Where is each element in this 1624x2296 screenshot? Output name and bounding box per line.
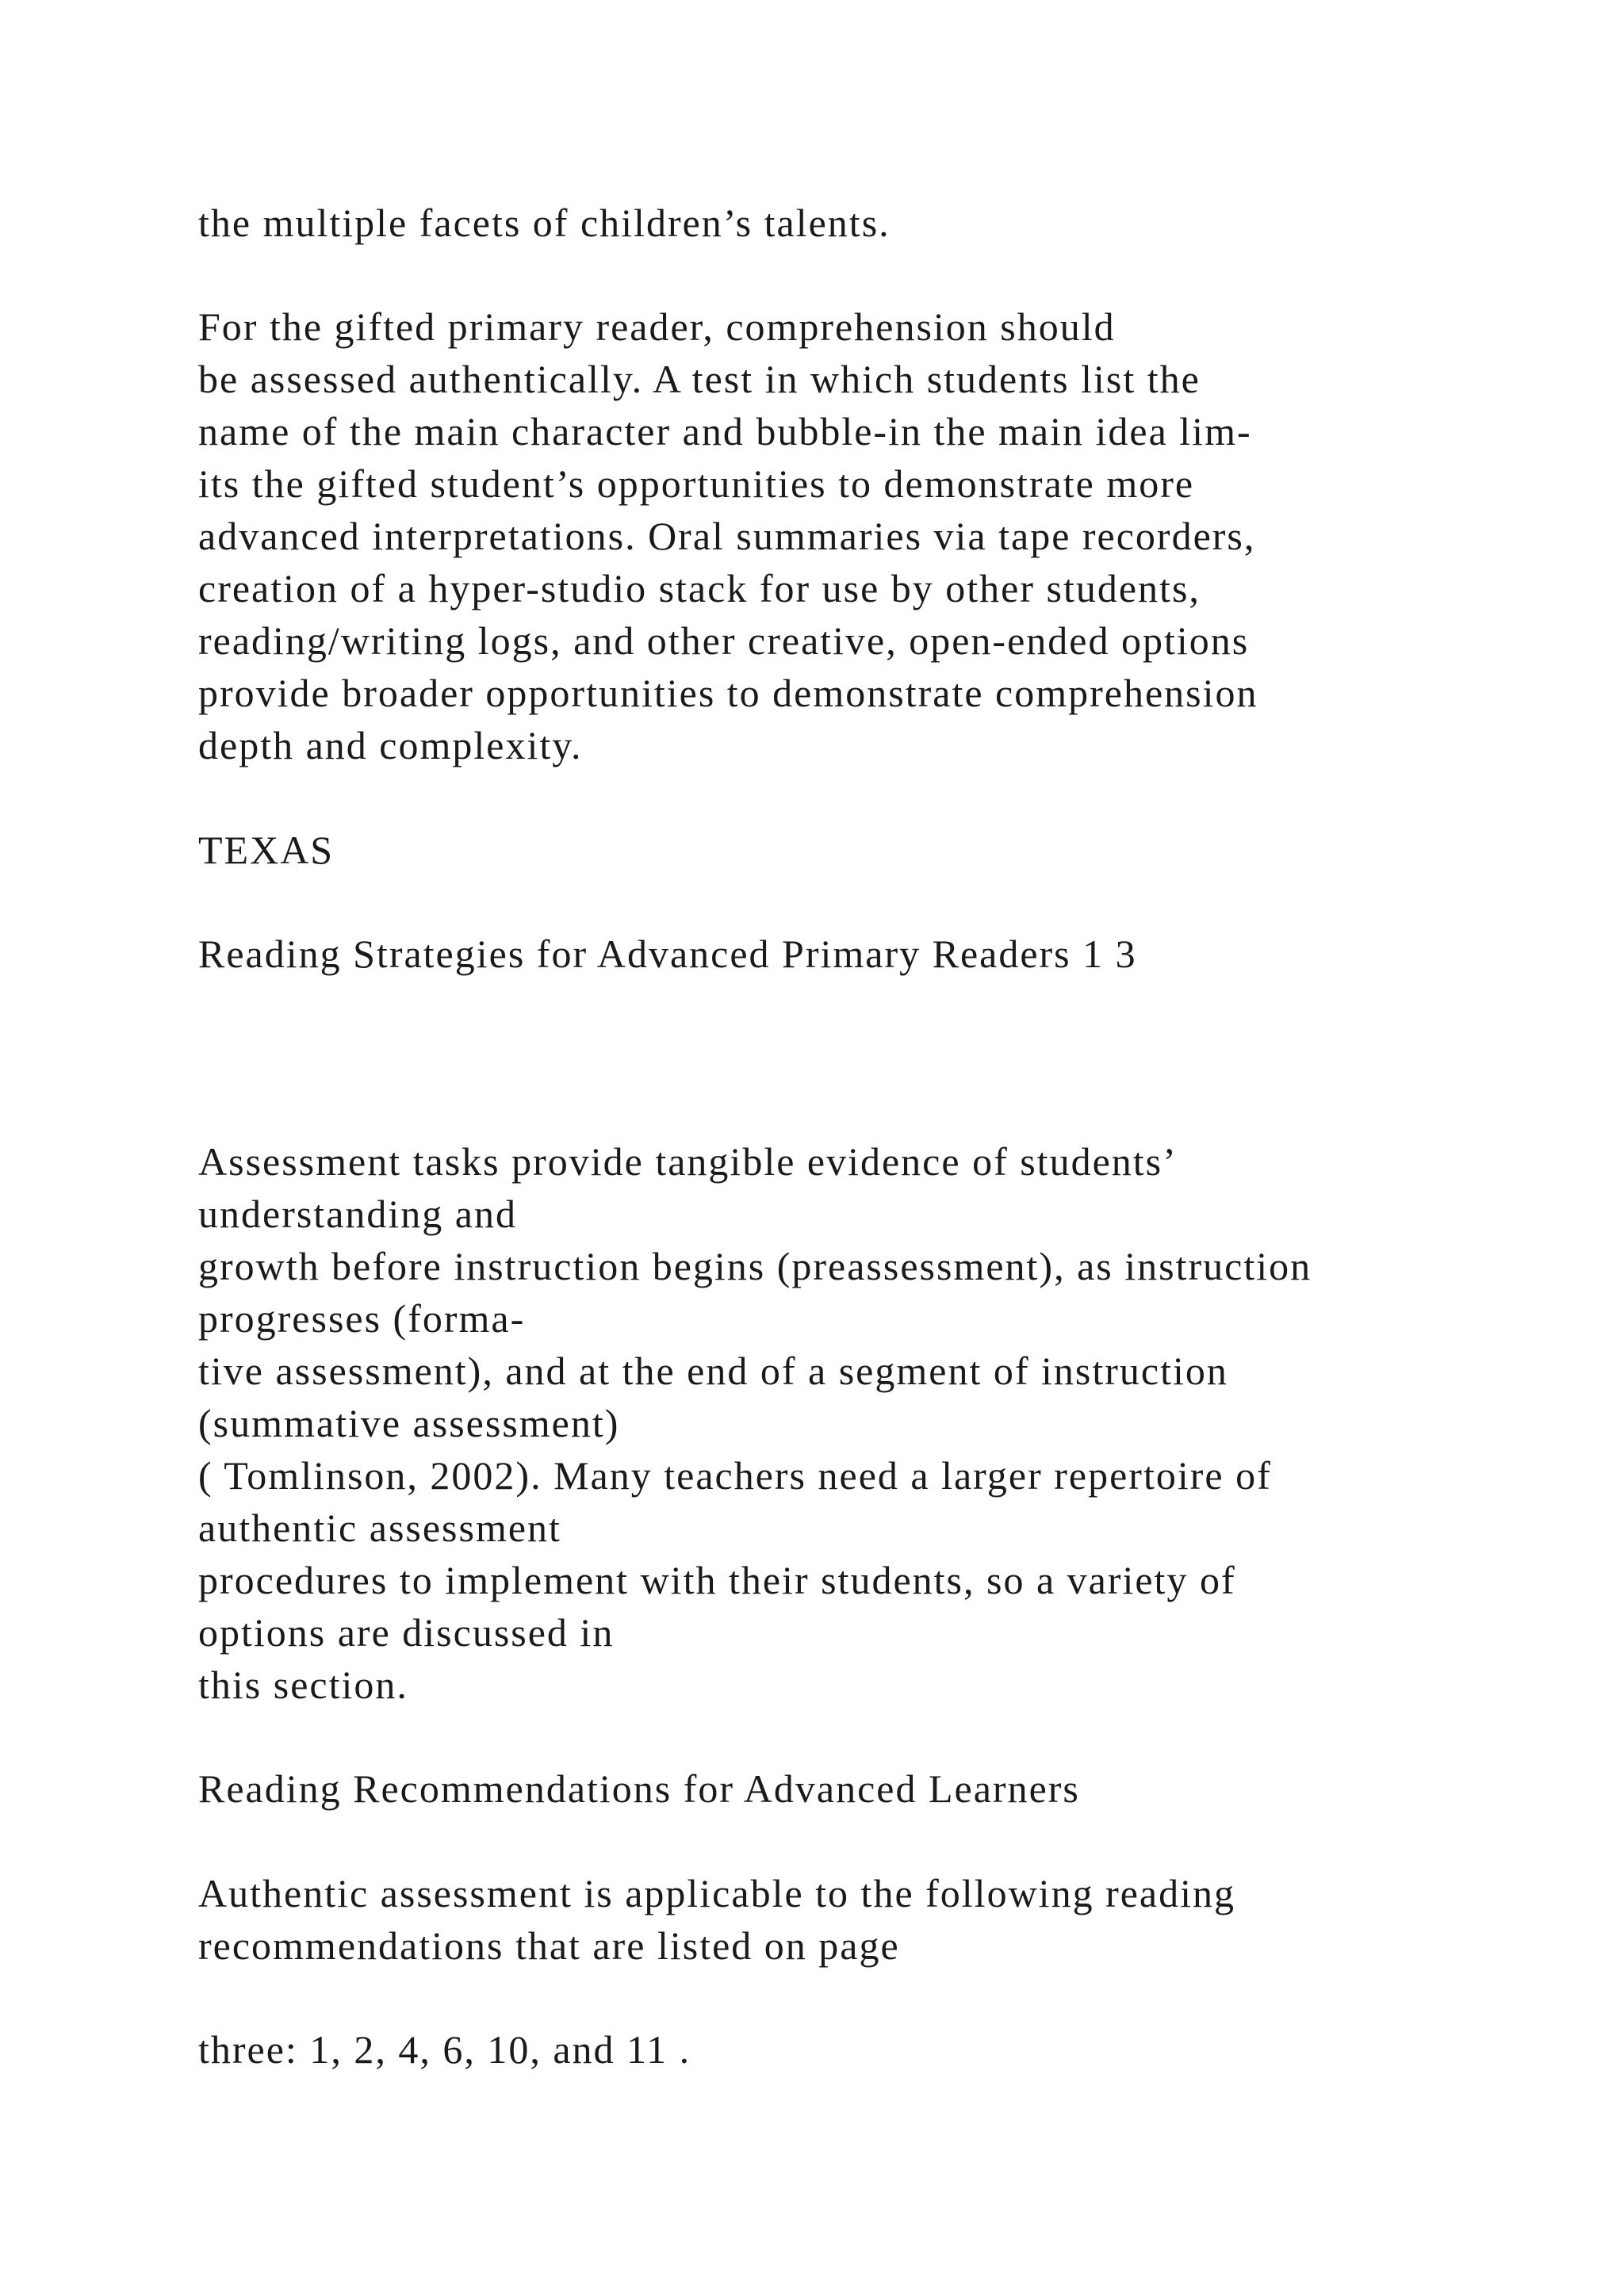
text-line: options are discussed in bbox=[198, 1610, 615, 1655]
text-line: three: 1, 2, 4, 6, 10, and 11 . bbox=[198, 2027, 691, 2072]
text-line: advanced interpretations. Oral summaries via tape recorders, bbox=[198, 514, 1256, 558]
text-line: be assessed authentically. A test in which students list the bbox=[198, 357, 1201, 401]
text-line: reading/writing logs, and other creative, open-ended options bbox=[198, 618, 1250, 663]
text-line: (summative assessment) bbox=[198, 1401, 620, 1445]
text-line: its the gifted student’s opportunities to demonstrate more bbox=[198, 461, 1195, 506]
text-line: Assessment tasks provide tangible evidence of students’ bbox=[198, 1139, 1178, 1184]
text-line: growth before instruction begins (preassessment), as instruction bbox=[198, 1244, 1312, 1288]
section-heading: Reading Recommendations for Advanced Learners bbox=[198, 1766, 1080, 1811]
text-line: ( Tomlinson, 2002). Many teachers need a larger repertoire of bbox=[198, 1453, 1272, 1498]
text-line: name of the main character and bubble-in the main idea lim- bbox=[198, 409, 1252, 453]
text-line: progresses (forma- bbox=[198, 1296, 526, 1341]
text-line: understanding and bbox=[198, 1192, 517, 1236]
section-label: TEXAS bbox=[198, 828, 335, 872]
text-line: authentic assessment bbox=[198, 1506, 561, 1550]
text-line: For the gifted primary reader, comprehension should bbox=[198, 304, 1116, 349]
text-line: recommendations that are listed on page bbox=[198, 1923, 900, 1968]
text-line: the multiple facets of children’s talents. bbox=[198, 201, 891, 245]
text-line: this section. bbox=[198, 1663, 408, 1707]
text-line: provide broader opportunities to demonstrate comprehension bbox=[198, 671, 1258, 715]
text-line: creation of a hyper-studio stack for use by other students, bbox=[198, 566, 1201, 610]
text-line: tive assessment), and at the end of a segment of instruction bbox=[198, 1349, 1228, 1393]
text-line: procedures to implement with their students, so a variety of bbox=[198, 1558, 1236, 1602]
text-line: depth and complexity. bbox=[198, 723, 583, 767]
running-header: Reading Strategies for Advanced Primary Readers 1 3 bbox=[198, 932, 1137, 976]
text-line: Authentic assessment is applicable to the following reading bbox=[198, 1871, 1235, 1915]
